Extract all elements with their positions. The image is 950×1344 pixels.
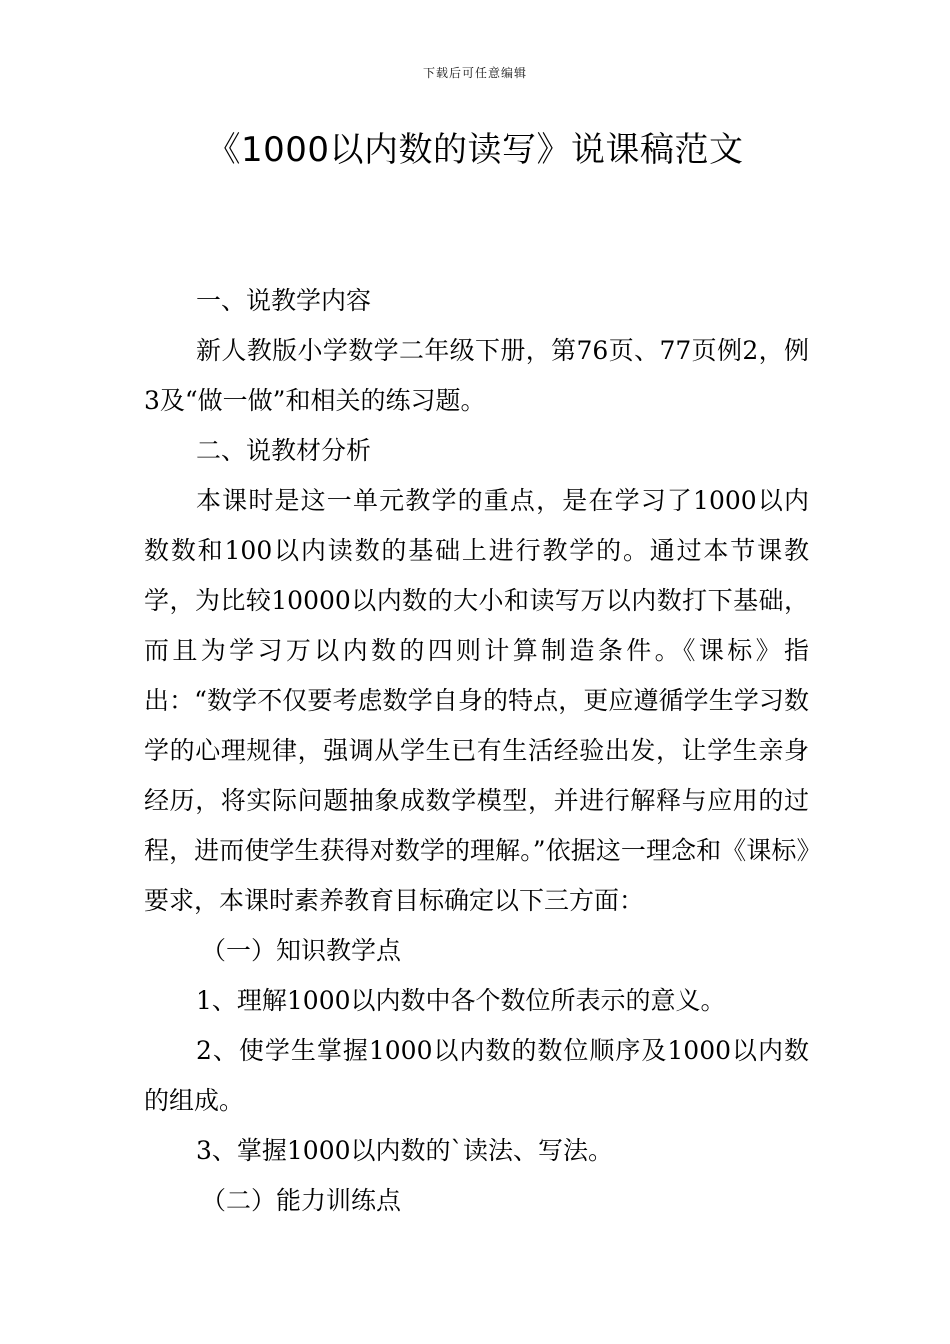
document-body (144, 276, 809, 1226)
document-title: 《1000以内数的读写》说课稿范文 (206, 130, 744, 170)
paragraph-textbook-analysis: 本课时是这一单元教学的重点，是在学习了1000以内数数和100以内读数的基础上进行教学的。通过本节课教学，为比较10000以内数的大小和读写万以内数打下基础，而且为学习万以内数的四则计算制造条件。《课标》指出：“数学不仅要考虑数学自身的特点，更应遵循学生学习数学的心理规律，强调从学生已有生活经验出发，让学生亲身经历，将实际问题抽象成数学模型，并进行解释与应用的过程，进而使学生获得对数学的理解。”依据这一理念和《课标》要求，本课时素养教育目标确定以下三方面： (144, 486, 809, 915)
subheading-knowledge-points: （一）知识教学点 (201, 936, 402, 965)
paragraph-teaching-content: 新人教版小学数学二年级下册，第76页、77页例2，例3及“做一做”和相关的练习题。 (144, 336, 809, 415)
subheading-ability-training: （二）能力训练点 (201, 1186, 402, 1215)
list-item-knowledge-2: 2、使学生掌握1000以内数的数位顺序及1000以内数的组成。 (144, 1036, 809, 1115)
list-item-knowledge-3: 3、掌握1000以内数的`读法、写法。 (196, 1136, 614, 1165)
section-heading-teaching-content: 一、说教学内容 (196, 286, 372, 315)
header-note: 下载后可任意编辑 (422, 66, 527, 80)
section-heading-textbook-analysis: 二、说教材分析 (196, 436, 372, 465)
list-item-knowledge-1: 1、理解1000以内数中各个数位所表示的意义。 (196, 986, 726, 1015)
